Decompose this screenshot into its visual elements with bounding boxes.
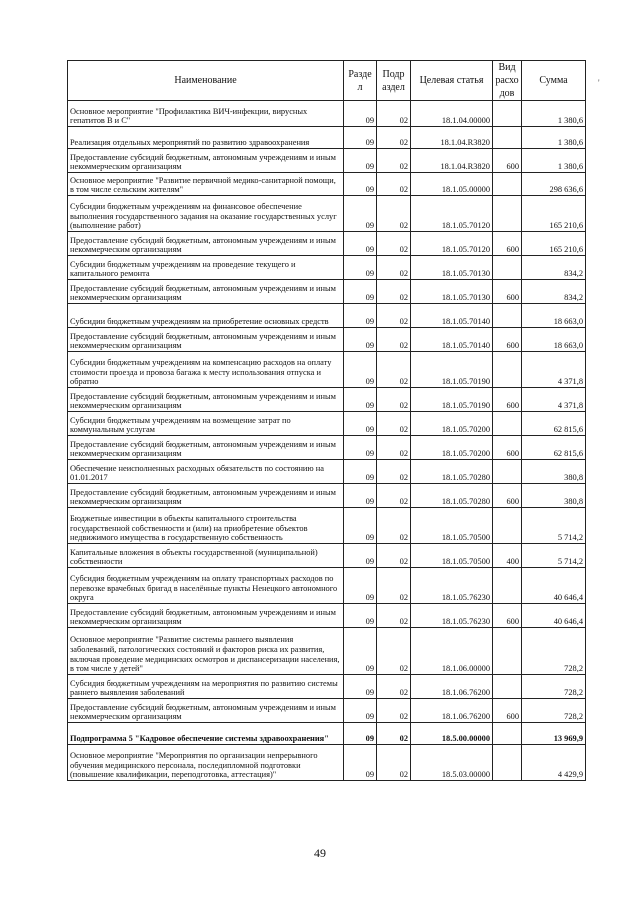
cell-subsection: 02 — [377, 101, 411, 127]
table-row — [68, 508, 586, 544]
cell-section: 09 — [344, 436, 377, 460]
cell-section: 09 — [344, 388, 377, 412]
cell-name: Основное мероприятие "Развитие первичной медико-санитарной помощи, в том числе сельским жителям" — [68, 173, 344, 196]
cell-section: 09 — [344, 127, 377, 149]
cell-amount: 728,2 — [522, 628, 586, 675]
cell-expense-type: 600 — [493, 604, 522, 628]
table-row — [68, 568, 586, 604]
cell-section: 09 — [344, 232, 377, 256]
cell-subsection: 02 — [377, 196, 411, 232]
cell-amount: 18 663,0 — [522, 328, 586, 352]
cell-target-article: 18.1.05.70120 — [411, 232, 493, 256]
cell-subsection: 02 — [377, 508, 411, 544]
cell-amount: 5 714,2 — [522, 508, 586, 544]
cell-target-article: 18.1.05.00000 — [411, 173, 493, 196]
cell-name: Предоставление субсидий бюджетным, автономным учреждениям и иным некоммерческим организациям — [68, 604, 344, 628]
header-amount: Сумма — [522, 61, 586, 101]
cell-section: 09 — [344, 699, 377, 723]
cell-section: 09 — [344, 173, 377, 196]
cell-subsection: 02 — [377, 604, 411, 628]
cell-expense-type — [493, 196, 522, 232]
cell-amount: 13 969,9 — [522, 723, 586, 745]
table-row — [68, 484, 586, 508]
cell-amount: 380,8 — [522, 484, 586, 508]
cell-section: 09 — [344, 723, 377, 745]
table-row — [68, 127, 586, 149]
cell-target-article: 18.1.05.70140 — [411, 328, 493, 352]
cell-amount: 5 714,2 — [522, 544, 586, 568]
cell-target-article: 18.1.06.76200 — [411, 699, 493, 723]
cell-expense-type — [493, 173, 522, 196]
cell-subsection: 02 — [377, 745, 411, 781]
cell-amount: 728,2 — [522, 675, 586, 699]
table-row — [68, 173, 586, 196]
table-row — [68, 196, 586, 232]
cell-name: Субсидии бюджетным учреждениям на компенсацию расходов на оплату стоимости проезда и провоза багажа к месту использования отпуска и обратно — [68, 352, 344, 388]
cell-subsection: 02 — [377, 256, 411, 280]
cell-target-article: 18.1.06.00000 — [411, 628, 493, 675]
cell-name: Предоставление субсидий бюджетным, автономным учреждениям и иным некоммерческим организациям — [68, 484, 344, 508]
cell-section: 09 — [344, 675, 377, 699]
cell-amount: 165 210,6 — [522, 196, 586, 232]
page-number: 49 — [314, 846, 326, 860]
cell-amount: 4 429,9 — [522, 745, 586, 781]
cell-target-article: 18.1.04.00000 — [411, 101, 493, 127]
cell-amount: 380,8 — [522, 460, 586, 484]
cell-section: 09 — [344, 628, 377, 675]
cell-expense-type — [493, 745, 522, 781]
cell-target-article: 18.1.05.70130 — [411, 280, 493, 304]
cell-expense-type — [493, 628, 522, 675]
table-row — [68, 544, 586, 568]
cell-amount: 1 380,6 — [522, 127, 586, 149]
cell-target-article: 18.1.05.70120 — [411, 196, 493, 232]
cell-amount: 62 815,6 — [522, 412, 586, 436]
cell-target-article: 18.1.05.70190 — [411, 388, 493, 412]
cell-target-article: 18.1.05.70130 — [411, 256, 493, 280]
cell-section: 09 — [344, 352, 377, 388]
table-row — [68, 628, 586, 675]
cell-target-article: 18.1.05.76230 — [411, 568, 493, 604]
budget-table — [67, 60, 586, 781]
table-row — [68, 412, 586, 436]
table-row — [68, 388, 586, 412]
table-row — [68, 604, 586, 628]
cell-name: Бюджетные инвестиции в объекты капитального строительства государственной собственности и (или) на приобретение объектов недвижимого имущества в государственную собственность — [68, 508, 344, 544]
cell-subsection: 02 — [377, 544, 411, 568]
cell-section: 09 — [344, 544, 377, 568]
cell-name: Реализация отдельных мероприятий по развитию здравоохранения — [68, 127, 344, 149]
header-section: Разде л — [344, 61, 377, 101]
cell-subsection: 02 — [377, 568, 411, 604]
cell-expense-type — [493, 352, 522, 388]
cell-target-article: 18.1.05.70200 — [411, 436, 493, 460]
header-subsection: Подр аздел — [377, 61, 411, 101]
cell-expense-type: 600 — [493, 328, 522, 352]
cell-expense-type — [493, 101, 522, 127]
cell-subsection: 02 — [377, 412, 411, 436]
cell-amount: 40 646,4 — [522, 604, 586, 628]
cell-subsection: 02 — [377, 232, 411, 256]
cell-subsection: 02 — [377, 484, 411, 508]
cell-name: Основное мероприятие "Профилактика ВИЧ-инфекции, вирусных гепатитов В и С" — [68, 101, 344, 127]
cell-section: 09 — [344, 484, 377, 508]
cell-amount: 834,2 — [522, 280, 586, 304]
cell-name: Субсидии бюджетным учреждениям на проведение текущего и капитального ремонта — [68, 256, 344, 280]
cell-name: Капитальные вложения в объекты государственной (муниципальной) собственности — [68, 544, 344, 568]
cell-expense-type — [493, 127, 522, 149]
cell-expense-type: 400 — [493, 544, 522, 568]
cell-name: Основное мероприятие "Мероприятия по организации непрерывного обучения медицинского персонала, последипломной подготовки (повышение квалификации, переподготовка, аттестация)" — [68, 745, 344, 781]
cell-amount: 62 815,6 — [522, 436, 586, 460]
cell-expense-type — [493, 304, 522, 328]
cell-subsection: 02 — [377, 149, 411, 173]
cell-subsection: 02 — [377, 127, 411, 149]
cell-amount: 1 380,6 — [522, 101, 586, 127]
cell-expense-type: 600 — [493, 484, 522, 508]
table-header-row — [68, 61, 586, 101]
cell-name: Предоставление субсидий бюджетным, автономным учреждениям и иным некоммерческим организациям — [68, 149, 344, 173]
cell-subsection: 02 — [377, 173, 411, 196]
cell-expense-type: 600 — [493, 699, 522, 723]
cell-amount: 165 210,6 — [522, 232, 586, 256]
cell-section: 09 — [344, 604, 377, 628]
table-row — [68, 699, 586, 723]
table-row — [68, 675, 586, 699]
cell-subsection: 02 — [377, 304, 411, 328]
cell-section: 09 — [344, 568, 377, 604]
table-row — [68, 304, 586, 328]
cell-expense-type: 600 — [493, 388, 522, 412]
cell-target-article: 18.5.03.00000 — [411, 745, 493, 781]
cell-expense-type: 600 — [493, 436, 522, 460]
cell-section: 09 — [344, 412, 377, 436]
cell-section: 09 — [344, 745, 377, 781]
cell-subsection: 02 — [377, 460, 411, 484]
table-row — [68, 352, 586, 388]
cell-section: 09 — [344, 328, 377, 352]
cell-expense-type — [493, 568, 522, 604]
cell-amount: 1 380,6 — [522, 149, 586, 173]
cell-section: 09 — [344, 101, 377, 127]
cell-name: Субсидии бюджетным учреждениям на финансовое обеспечение выполнения государственного задания на оказание государственных услуг (выполнение работ) — [68, 196, 344, 232]
table-row — [68, 436, 586, 460]
cell-subsection: 02 — [377, 628, 411, 675]
cell-name: Предоставление субсидий бюджетным, автономным учреждениям и иным некоммерческим организациям — [68, 436, 344, 460]
cell-expense-type — [493, 508, 522, 544]
cell-target-article: 18.1.05.70280 — [411, 460, 493, 484]
cell-target-article: 18.1.06.76200 — [411, 675, 493, 699]
cell-section: 09 — [344, 460, 377, 484]
cell-expense-type — [493, 723, 522, 745]
cell-target-article: 18.5.00.00000 — [411, 723, 493, 745]
cell-name: Субсидия бюджетным учреждениям на мероприятия по развитию системы раннего выявления заболеваний — [68, 675, 344, 699]
cell-target-article: 18.1.05.76230 — [411, 604, 493, 628]
cell-target-article: 18.1.05.70500 — [411, 508, 493, 544]
cell-name: Предоставление субсидий бюджетным, автономным учреждениям и иным некоммерческим организациям — [68, 328, 344, 352]
cell-name: Основное мероприятие "Развитие системы раннего выявления заболеваний, патологических состояний и факторов риска их развития, включая проведение медицинских осмотров и диспансеризации населения, в том числе у детей" — [68, 628, 344, 675]
cell-expense-type — [493, 256, 522, 280]
cell-target-article: 18.1.05.70280 — [411, 484, 493, 508]
cell-expense-type: 600 — [493, 149, 522, 173]
cell-amount: 4 371,8 — [522, 352, 586, 388]
cell-section: 09 — [344, 280, 377, 304]
header-expense-type: Вид расхо дов — [493, 61, 522, 101]
table-row — [68, 460, 586, 484]
table-row — [68, 232, 586, 256]
cell-amount: 298 636,6 — [522, 173, 586, 196]
cell-name: Субсидия бюджетным учреждениям на оплату транспортных расходов по перевозке врачебных бригад в населённые пункты Ненецкого автономного округа — [68, 568, 344, 604]
cell-name: Обеспечение неисполненных расходных обязательств по состоянию на 01.01.2017 — [68, 460, 344, 484]
cell-target-article: 18.1.04.R3820 — [411, 149, 493, 173]
table-row — [68, 745, 586, 781]
table-row — [68, 723, 586, 745]
cell-expense-type: 600 — [493, 280, 522, 304]
cell-section: 09 — [344, 256, 377, 280]
cell-amount: 4 371,8 — [522, 388, 586, 412]
cell-name: Предоставление субсидий бюджетным, автономным учреждениям и иным некоммерческим организациям — [68, 232, 344, 256]
cell-name: Подпрограмма 5 "Кадровое обеспечение системы здравоохранения" — [68, 723, 344, 745]
cell-section: 09 — [344, 149, 377, 173]
cell-subsection: 02 — [377, 280, 411, 304]
table-row — [68, 256, 586, 280]
cell-amount: 834,2 — [522, 256, 586, 280]
cell-target-article: 18.1.04.R3820 — [411, 127, 493, 149]
cell-target-article: 18.1.05.70200 — [411, 412, 493, 436]
header-target-article: Целевая статья — [411, 61, 493, 101]
scan-mark: ' — [598, 78, 600, 88]
cell-name: Субсидии бюджетным учреждениям на возмещение затрат по коммунальным услугам — [68, 412, 344, 436]
cell-expense-type: 600 — [493, 232, 522, 256]
table-row — [68, 101, 586, 127]
cell-subsection: 02 — [377, 723, 411, 745]
table-row — [68, 280, 586, 304]
cell-section: 09 — [344, 196, 377, 232]
cell-target-article: 18.1.05.70140 — [411, 304, 493, 328]
cell-expense-type — [493, 460, 522, 484]
cell-subsection: 02 — [377, 436, 411, 460]
cell-amount: 40 646,4 — [522, 568, 586, 604]
cell-expense-type — [493, 412, 522, 436]
cell-subsection: 02 — [377, 352, 411, 388]
cell-name: Предоставление субсидий бюджетным, автономным учреждениям и иным некоммерческим организациям — [68, 388, 344, 412]
cell-subsection: 02 — [377, 328, 411, 352]
cell-subsection: 02 — [377, 699, 411, 723]
cell-name: Предоставление субсидий бюджетным, автономным учреждениям и иным некоммерческим организациям — [68, 699, 344, 723]
table-row — [68, 149, 586, 173]
cell-expense-type — [493, 675, 522, 699]
cell-section: 09 — [344, 508, 377, 544]
cell-name: Субсидии бюджетным учреждениям на приобретение основных средств — [68, 304, 344, 328]
header-name: Наименование — [68, 61, 344, 101]
cell-subsection: 02 — [377, 675, 411, 699]
cell-section: 09 — [344, 304, 377, 328]
table-row — [68, 328, 586, 352]
cell-target-article: 18.1.05.70500 — [411, 544, 493, 568]
cell-target-article: 18.1.05.70190 — [411, 352, 493, 388]
cell-amount: 18 663,0 — [522, 304, 586, 328]
cell-name: Предоставление субсидий бюджетным, автономным учреждениям и иным некоммерческим организациям — [68, 280, 344, 304]
cell-subsection: 02 — [377, 388, 411, 412]
cell-amount: 728,2 — [522, 699, 586, 723]
